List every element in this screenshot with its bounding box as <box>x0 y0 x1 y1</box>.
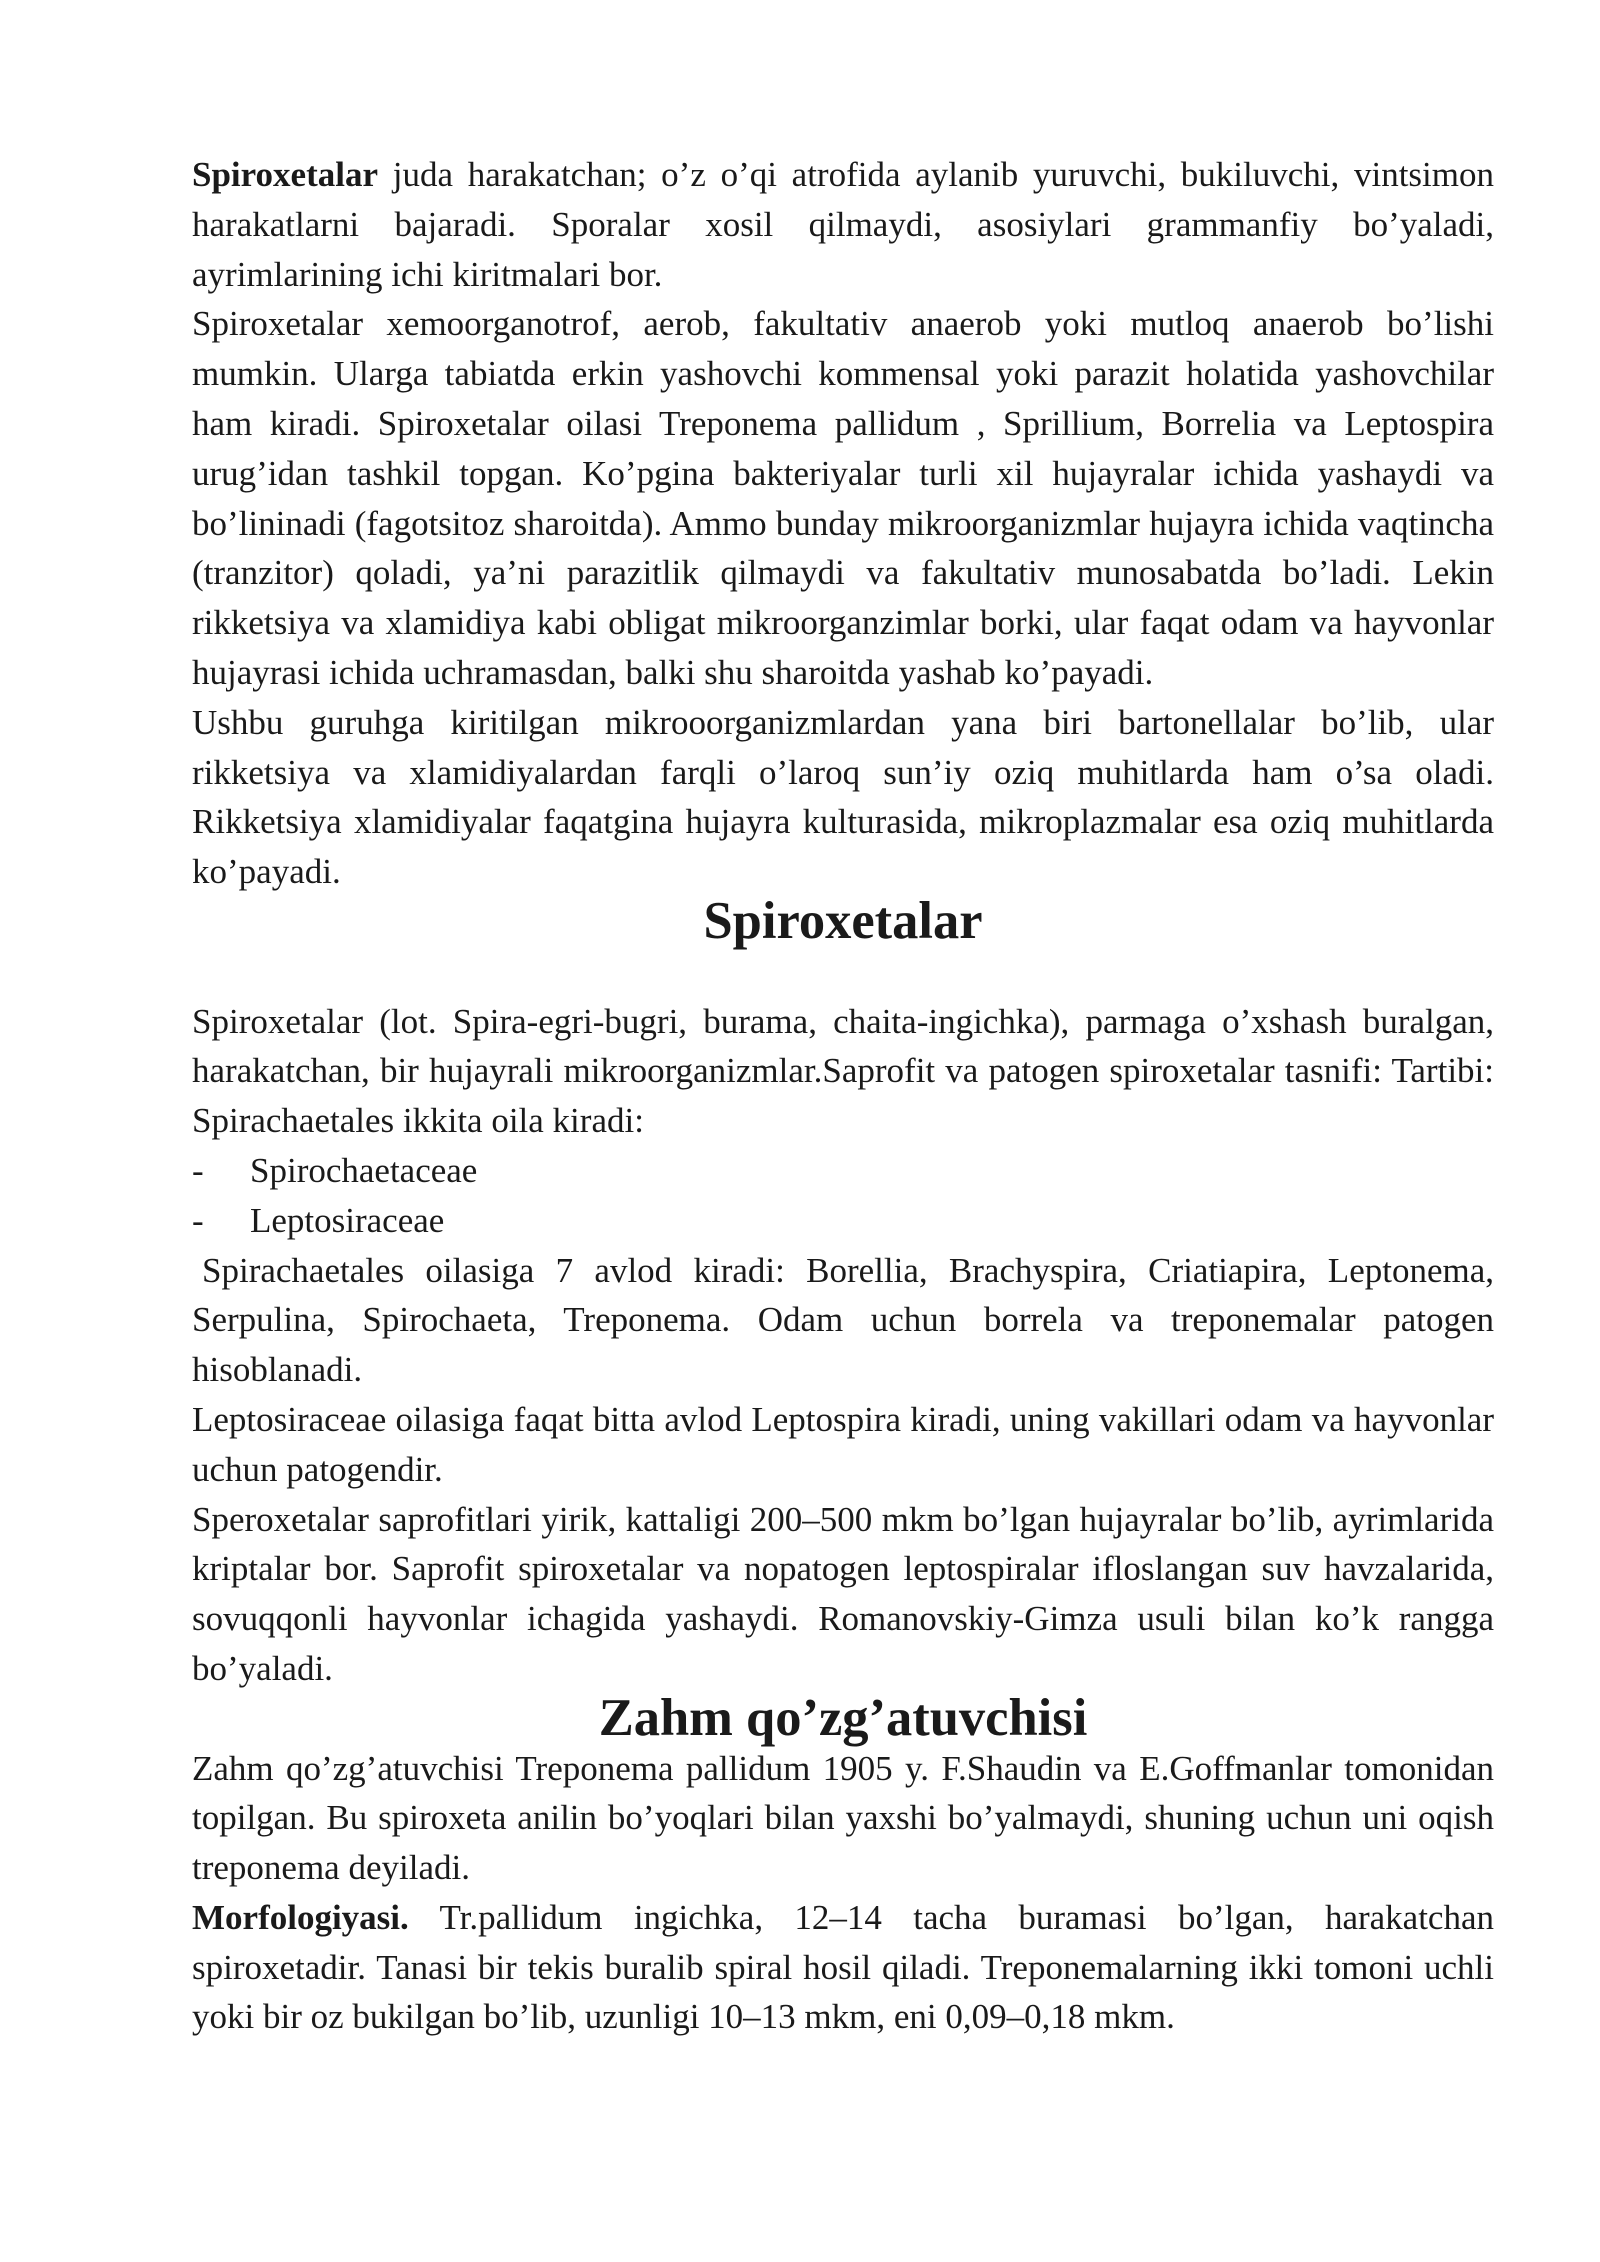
list-item <box>192 1146 1494 1196</box>
section-heading-spiroxetalar: Spiroxetalar <box>703 891 983 950</box>
section-heading-zahm: Zahm qo’zg’atuvchisi <box>598 1688 1088 1747</box>
paragraph-saprophytes: Speroxetalar saprofitlari yirik, kattaligi 200–500 mkm bo’lgan hujayralar bo’lib, ayrimlarida kriptalar bor. Saprofit spiroxetalar va nopatogen leptospiralar ifloslangan suv havzalarida, sovuqqonli hayvonlar ichagida yashaydi. Romanovskiy-Gimza usuli bilan ko’k rangga bo’yaladi. <box>192 1499 1494 1688</box>
list-bullet: - <box>192 1200 204 1240</box>
paragraph-bartonella: Ushbu guruhga kiritilgan mikrooorganizmlardan yana biri bartonellalar bo’lib, ular rikketsiya va xlamidiyalardan farqli o’laroq sun’iy oziq muhitlarda ham o’sa oladi. Rikketsiya xlamidiyalar faqatgina hujayra kulturasida, mikroplazmalar esa oziq muhitlarda ko’payadi. <box>192 702 1494 892</box>
paragraph-spirachaetales: Spirachaetales oilasiga 7 avlod kiradi: Borellia, Brachyspira, Criatiapira, Leptonema, Serpulina, Spirochaeta, Treponema. Odam uchun borrela va treponemalar patogen hisoblanadi. <box>192 1250 1494 1390</box>
paragraph-treponema-discovery: Zahm qo’zg’atuvchisi Treponema pallidum 1905 y. F.Shaudin va E.Goffmanlar tomonidan topilgan. Bu spiroxeta anilin bo’yoqlari bilan yaxshi bo’yalmaydi, shuning uchun uni oqish treponema deyiladi. <box>192 1748 1494 1888</box>
paragraph-morphology <box>192 1893 1494 2042</box>
document-page <box>192 150 1494 2042</box>
paragraph-text: juda harakatchan; o’z o’qi atrofida aylanib yuruvchi, bukiluvchi, vintsimon harakatlarni bajaradi. Sporalar xosil qilmaydi, asosiylari grammanfiy bo’yaladi, ayrimlarining ichi kiritmalari bor. <box>192 155 1494 294</box>
paragraph-classification: Spiroxetalar (lot. Spira-egri-bugri, burama, chaita-ingichka), parmaga o’xshash buralgan, harakatchan, bir hujayrali mikroorganizmlar.Saprofit va patogen spiroxetalar tasnifi: Tartibi: Spirachaetales ikkita oila kiradi: <box>192 1001 1494 1141</box>
paragraph-metabolism: Spiroxetalar xemoorganotrof, aerob, fakultativ anaerob yoki mutloq anaerob bo’lishi mumkin. Ularga tabiatda erkin yashovchi kommensal yoki parazit holatida yashovchilar ham kiradi. Spiroxetalar oilasi Treponema pallidum , Sprillium, Borrelia va Leptospira urug’idan tashkil topgan. Ko’pgina bakteriyalar turli xil hujayralar ichida yashaydi va bo’lininadi (fagotsitoz sharoitda). Ammo bunday mikroorganizmlar hujayra ichida vaqtincha (tranzitor) qoladi, ya’ni parazitlik qilmaydi va fakultativ munosabatda bo’ladi. Lekin rikketsiya va xlamidiya kabi obligat mikroorganzimlar borki, ular faqat odam va hayvonlar hujayrasi ichida uchramasdan, balki shu sharoitda yashab ko’payadi. <box>192 304 1494 692</box>
paragraph-text: Tr.pallidum ingichka, 12–14 tacha buramasi bo’lgan, harakatchan spiroxetadir. Tanasi bir tekis buralib spiral hosil qiladi. Treponemalarning ikki tomoni uchli yoki bir oz bukilgan bo’lib, uzunligi 10–13 mkm, eni 0,09–0,18 mkm. <box>192 1897 1494 2037</box>
family-list <box>192 1146 1494 1246</box>
paragraph-leptosiraceae: Leptosiraceae oilasiga faqat bitta avlod Leptospira kiradi, uning vakillari odam va hayvonlar uchun patogendir. <box>192 1399 1494 1489</box>
term-morfologiyasi: Morfologiyasi. <box>192 1897 409 1937</box>
term-spiroxetalar: Spiroxetalar <box>192 155 379 194</box>
list-item <box>192 1196 1494 1246</box>
list-item-text: Leptosiraceae <box>250 1200 445 1240</box>
blank-line <box>192 947 1494 997</box>
paragraph-spiroxetalar-intro <box>192 150 1494 299</box>
list-item-text: Spirochaetaceae <box>250 1150 478 1190</box>
list-bullet: - <box>192 1150 204 1190</box>
